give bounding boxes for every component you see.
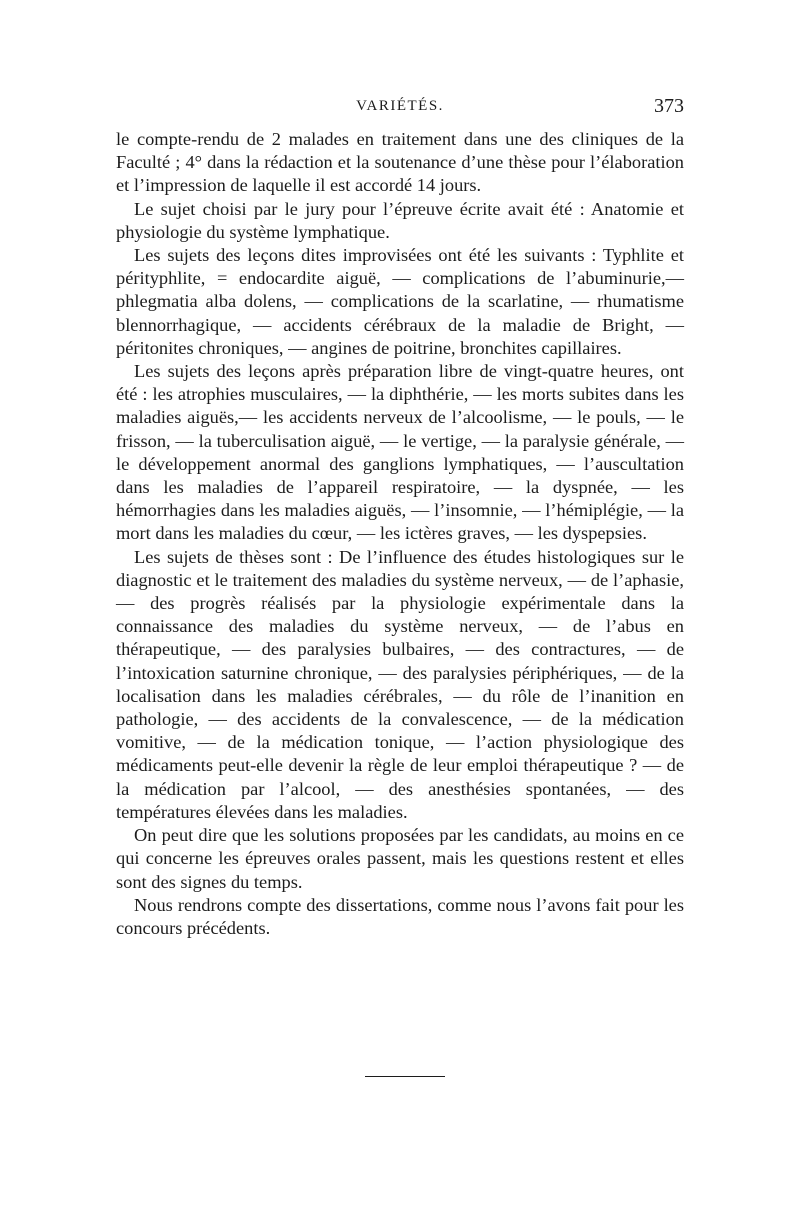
paragraph: Les sujets de thèses sont : De l’influence des études histologiques sur le diagnostic et le traitement des maladies du système nerveux, — de l’aphasie, — des progrès réalisés par la physiologie expérimentale dans la connaissance des maladies du système nerveux, — de l’abus en thérapeutique, — des paralysies bulbaires, — des contractures, — de l’intoxication saturnine chronique, — des paralysies périphériques, — de la localisation dans les maladies cérébrales, — du rôle de l’inanition en pathologie, — des accidents de la convalescence, — de la médication vomitive, — de la médication tonique, — l’action physiologique des médicaments peut-elle devenir la règle de leur emploi thérapeutique ? — de la médication par l’alcool, — des anesthésies spontanées, — des températures élevées dans les maladies. — [116, 546, 684, 822]
paragraph: Le sujet choisi par le jury pour l’épreuve écrite avait été : Anatomie et physiologie du système lymphatique. — [116, 198, 684, 242]
body-text — [116, 128, 684, 940]
paragraph: Les sujets des leçons dites improvisées ont été les suivants : Typhlite et pérityphlite, = endocardite aiguë, — complications de l’abuminurie,— phlegmatia alba dolens, — complications de la scarlatine, — rhumatisme blennorrhagique, — accidents cérébraux de la maladie de Bright, — péritonites chroniques, — angines de poitrine, bronchites capillaires. — [116, 245, 684, 358]
running-title: VARIÉTÉS. — [356, 98, 444, 114]
end-rule — [365, 1076, 445, 1077]
page-number: 373 — [654, 95, 684, 117]
paragraph: le compte-rendu de 2 malades en traitement dans une des cliniques de la Faculté ; 4° dans la rédaction et la soutenance d’une thèse pour l’élaboration et l’impression de laquelle il est accordé 14 jours. — [116, 129, 684, 196]
paragraph: Nous rendrons compte des dissertations, comme nous l’avons fait pour les concours précédents. — [116, 894, 684, 938]
page-header — [116, 95, 684, 122]
paragraph: Les sujets des leçons après préparation libre de vingt-quatre heures, ont été : les atrophies musculaires, — la diphthérie, — les morts subites dans les maladies aiguës,— les accidents nerveux de l’alcoolisme, — le pouls, — le frisson, — la tuberculisation aiguë, — le vertige, — la paralysie générale, — le développement anormal des ganglions lymphatiques, — l’auscultation dans les maladies de l’appareil respiratoire, — la dyspnée, — les hémorrhagies dans les maladies aiguës, — l’insomnie, — l’hémiplégie, — la mort dans les maladies du cœur, — les ictères graves, — les dyspepsies. — [116, 361, 684, 544]
paragraph: On peut dire que les solutions proposées par les candidats, au moins en ce qui concerne les épreuves orales passent, mais les questions restent et elles sont des signes du temps. — [116, 825, 684, 892]
